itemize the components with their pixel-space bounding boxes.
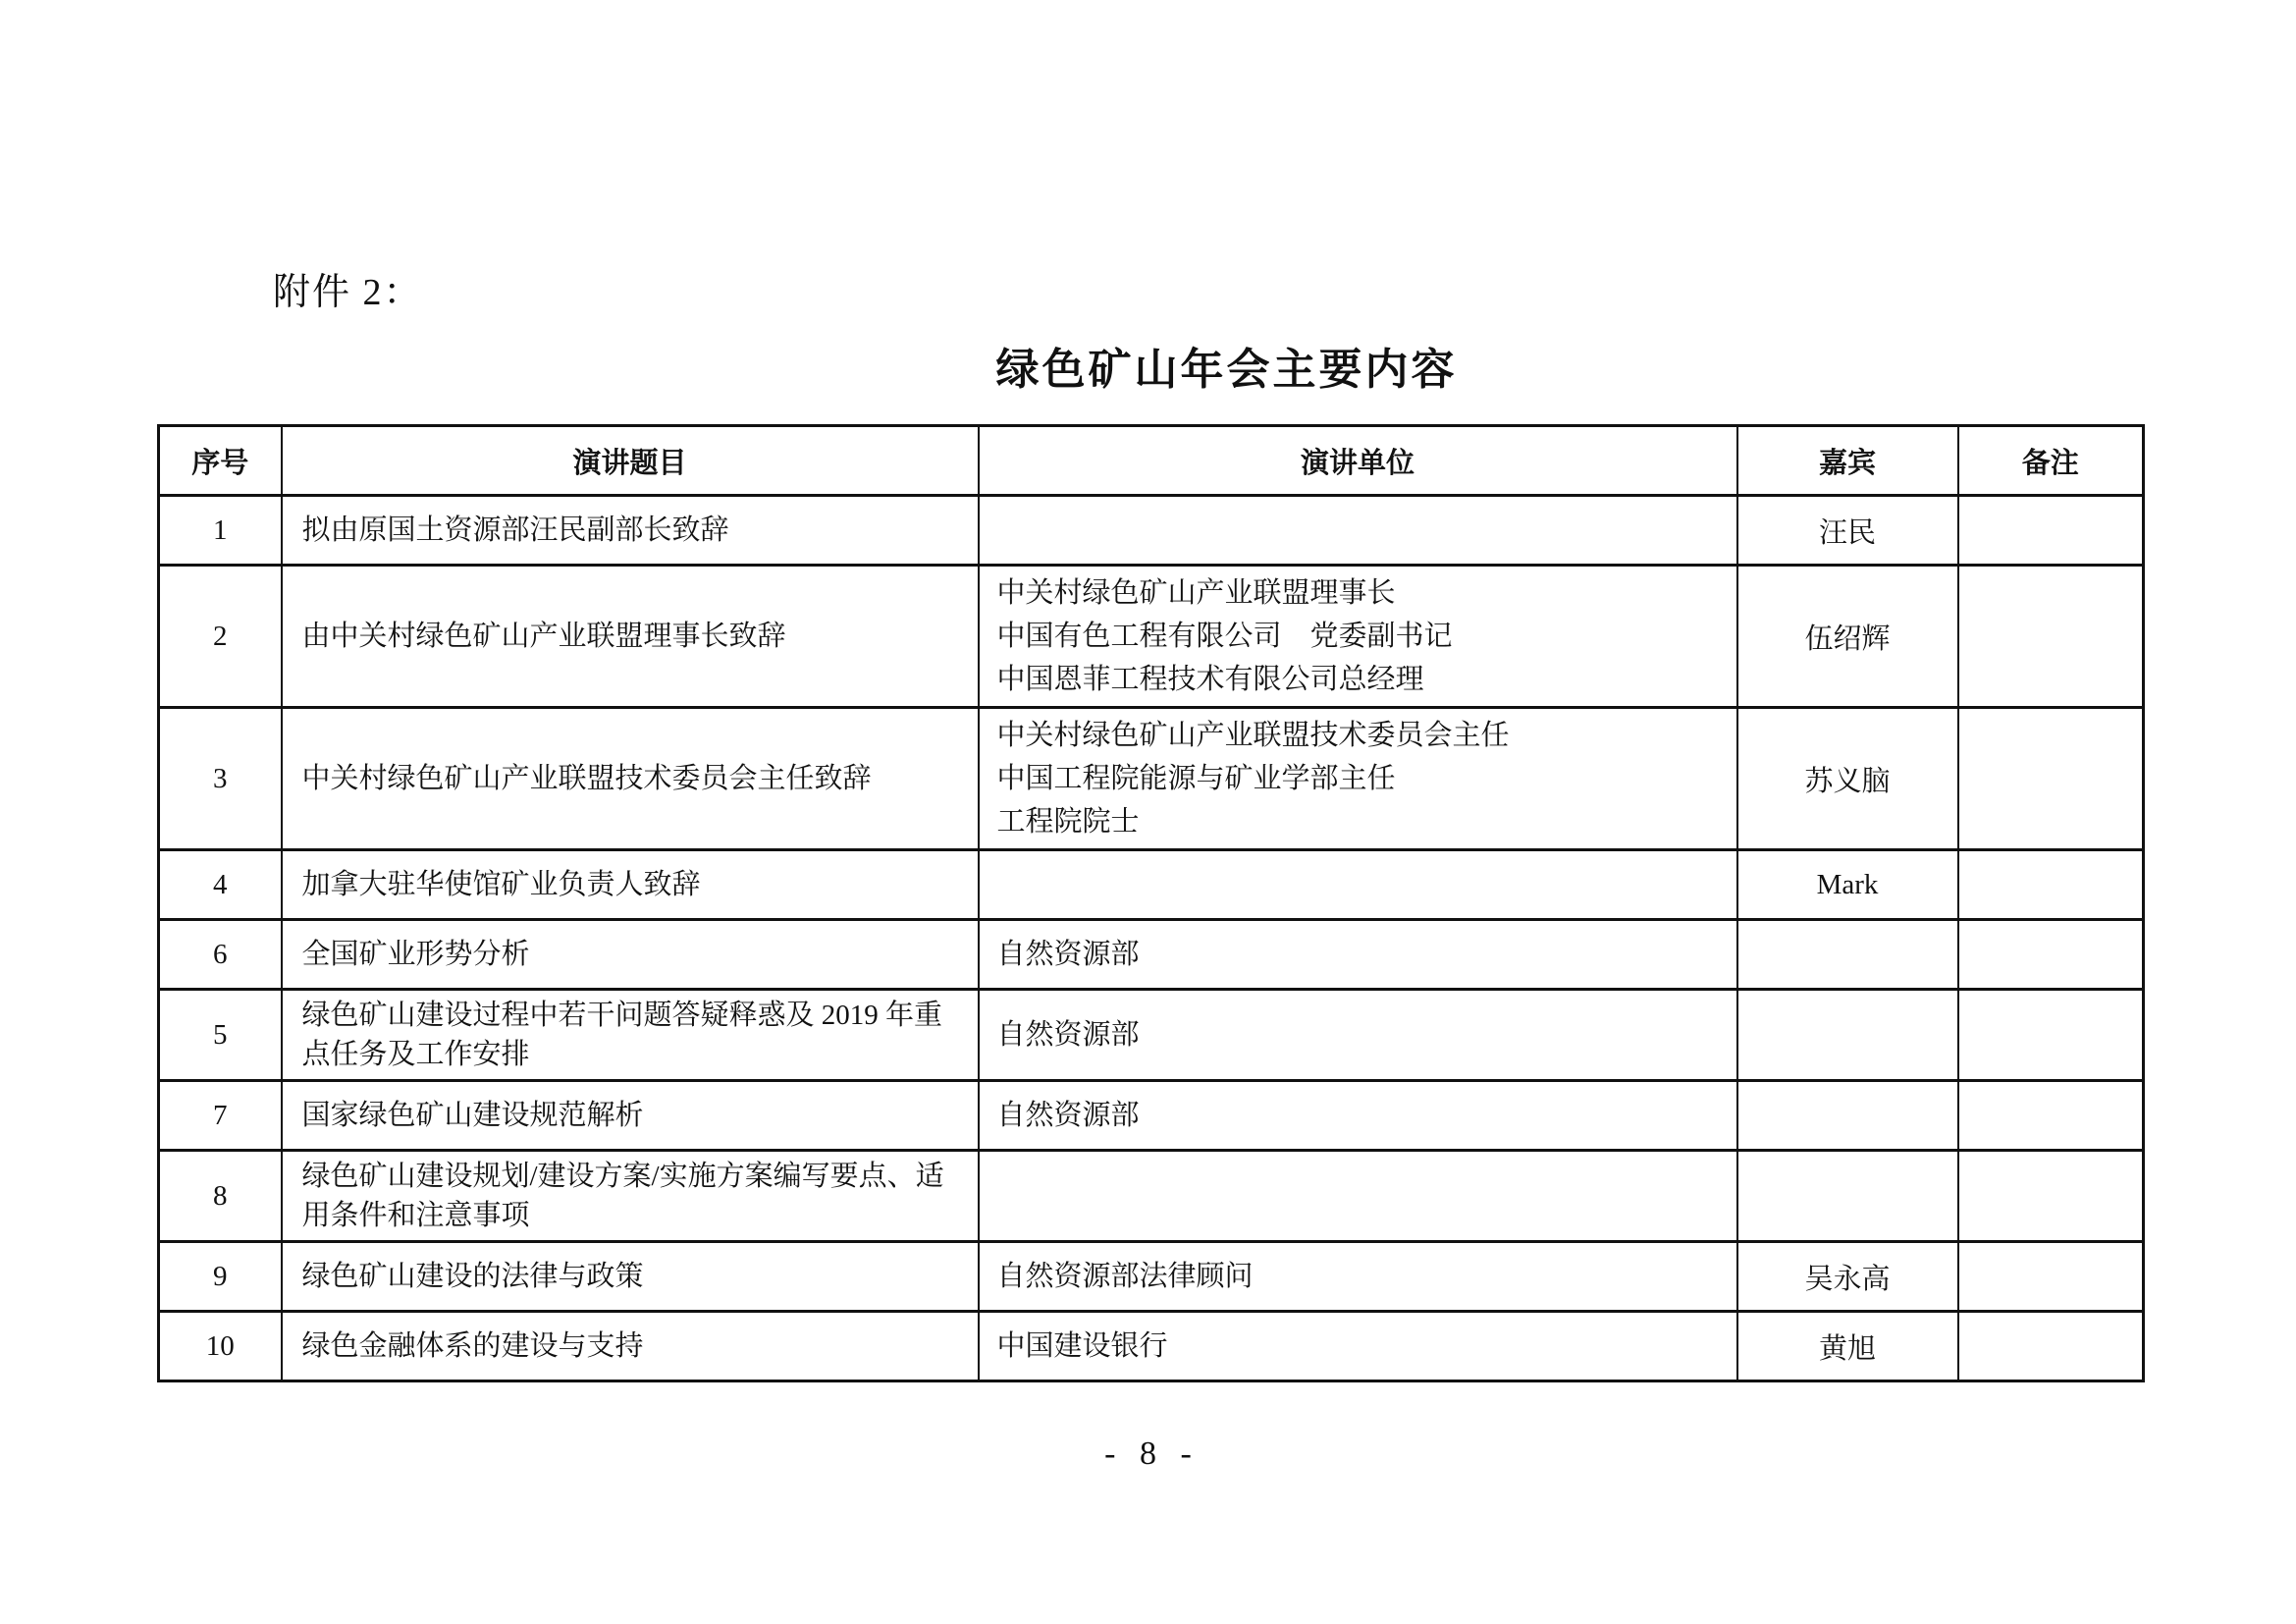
table-row (159, 850, 2144, 920)
cell-topic: 由中关村绿色矿山产业联盟理事长致辞 (282, 566, 979, 708)
cell-unit (979, 850, 1737, 920)
cell-remark (1958, 708, 2144, 850)
cell-remark (1958, 1242, 2144, 1312)
cell-remark (1958, 1151, 2144, 1242)
table-body (159, 496, 2144, 1381)
cell-guest (1737, 1081, 1958, 1151)
table-row (159, 1151, 2144, 1242)
cell-no: 8 (159, 1151, 282, 1242)
unit-line: 自然资源部 (996, 1019, 1140, 1051)
unit-line: 自然资源部法律顾问 (996, 1261, 1254, 1292)
cell-remark (1958, 496, 2144, 566)
cell-topic: 绿色金融体系的建设与支持 (282, 1312, 979, 1381)
cell-guest (1737, 990, 1958, 1081)
header-unit: 演讲单位 (979, 426, 1737, 496)
cell-remark (1958, 990, 2144, 1081)
cell-no: 10 (159, 1312, 282, 1381)
cell-no: 6 (159, 920, 282, 990)
unit-line: 中国建设银行 (996, 1330, 1168, 1362)
cell-no: 4 (159, 850, 282, 920)
table-header (159, 426, 2144, 496)
cell-no: 2 (159, 566, 282, 708)
cell-remark (1958, 566, 2144, 708)
cell-no: 3 (159, 708, 282, 850)
unit-line: 中关村绿色矿山产业联盟理事长 (996, 577, 1396, 609)
cell-unit (979, 566, 1737, 708)
cell-guest (1737, 920, 1958, 990)
conference-table (157, 424, 2145, 1382)
unit-line: 自然资源部 (996, 939, 1140, 970)
header-topic: 演讲题目 (282, 426, 979, 496)
table-row (159, 920, 2144, 990)
cell-no: 7 (159, 1081, 282, 1151)
cell-unit (979, 1312, 1737, 1381)
table-row (159, 1242, 2144, 1312)
cell-unit (979, 496, 1737, 566)
cell-unit (979, 1242, 1737, 1312)
cell-unit (979, 1151, 1737, 1242)
attachment-label: 附件 2： (273, 272, 423, 313)
cell-remark (1958, 1312, 2144, 1381)
cell-no: 1 (159, 496, 282, 566)
cell-remark (1958, 850, 2144, 920)
cell-unit (979, 920, 1737, 990)
cell-guest: 吴永高 (1737, 1242, 1958, 1312)
unit-line: 中国有色工程有限公司 党委副书记 (996, 621, 1453, 652)
cell-remark (1958, 1081, 2144, 1151)
cell-topic: 中关村绿色矿山产业联盟技术委员会主任致辞 (282, 708, 979, 850)
cell-guest: 汪民 (1737, 496, 1958, 566)
cell-topic: 绿色矿山建设规划/建设方案/实施方案编写要点、适用条件和注意事项 (282, 1151, 979, 1242)
cell-guest: Mark (1737, 850, 1958, 920)
cell-topic: 拟由原国土资源部汪民副部长致辞 (282, 496, 979, 566)
page-title: 绿色矿山年会主要内容 (995, 346, 1458, 394)
cell-topic: 绿色矿山建设的法律与政策 (282, 1242, 979, 1312)
cell-no: 5 (159, 990, 282, 1081)
cell-topic: 全国矿业形势分析 (282, 920, 979, 990)
table-row (159, 708, 2144, 850)
cell-topic: 绿色矿山建设过程中若干问题答疑释惑及 2019 年重点任务及工作安排 (282, 990, 979, 1081)
table-row (159, 1312, 2144, 1381)
table-row (159, 990, 2144, 1081)
cell-topic: 国家绿色矿山建设规范解析 (282, 1081, 979, 1151)
cell-guest: 伍绍辉 (1737, 566, 1958, 708)
cell-remark (1958, 920, 2144, 990)
cell-unit (979, 990, 1737, 1081)
header-guest: 嘉宾 (1737, 426, 1958, 496)
header-row (159, 426, 2144, 496)
page-number: - 8 - (1104, 1435, 1192, 1472)
header-no: 序号 (159, 426, 282, 496)
table-row (159, 1081, 2144, 1151)
unit-line: 工程院院士 (996, 806, 1140, 838)
header-remark: 备注 (1958, 426, 2144, 496)
cell-no: 9 (159, 1242, 282, 1312)
table-row (159, 566, 2144, 708)
cell-unit (979, 1081, 1737, 1151)
cell-guest (1737, 1151, 1958, 1242)
unit-line: 中关村绿色矿山产业联盟技术委员会主任 (996, 720, 1510, 751)
cell-guest: 黄旭 (1737, 1312, 1958, 1381)
cell-topic: 加拿大驻华使馆矿业负责人致辞 (282, 850, 979, 920)
cell-unit (979, 708, 1737, 850)
unit-line: 中国工程院能源与矿业学部主任 (996, 763, 1396, 794)
unit-line: 自然资源部 (996, 1100, 1140, 1131)
cell-guest: 苏义脑 (1737, 708, 1958, 850)
table-row (159, 496, 2144, 566)
unit-line: 中国恩菲工程技术有限公司总经理 (996, 664, 1424, 695)
